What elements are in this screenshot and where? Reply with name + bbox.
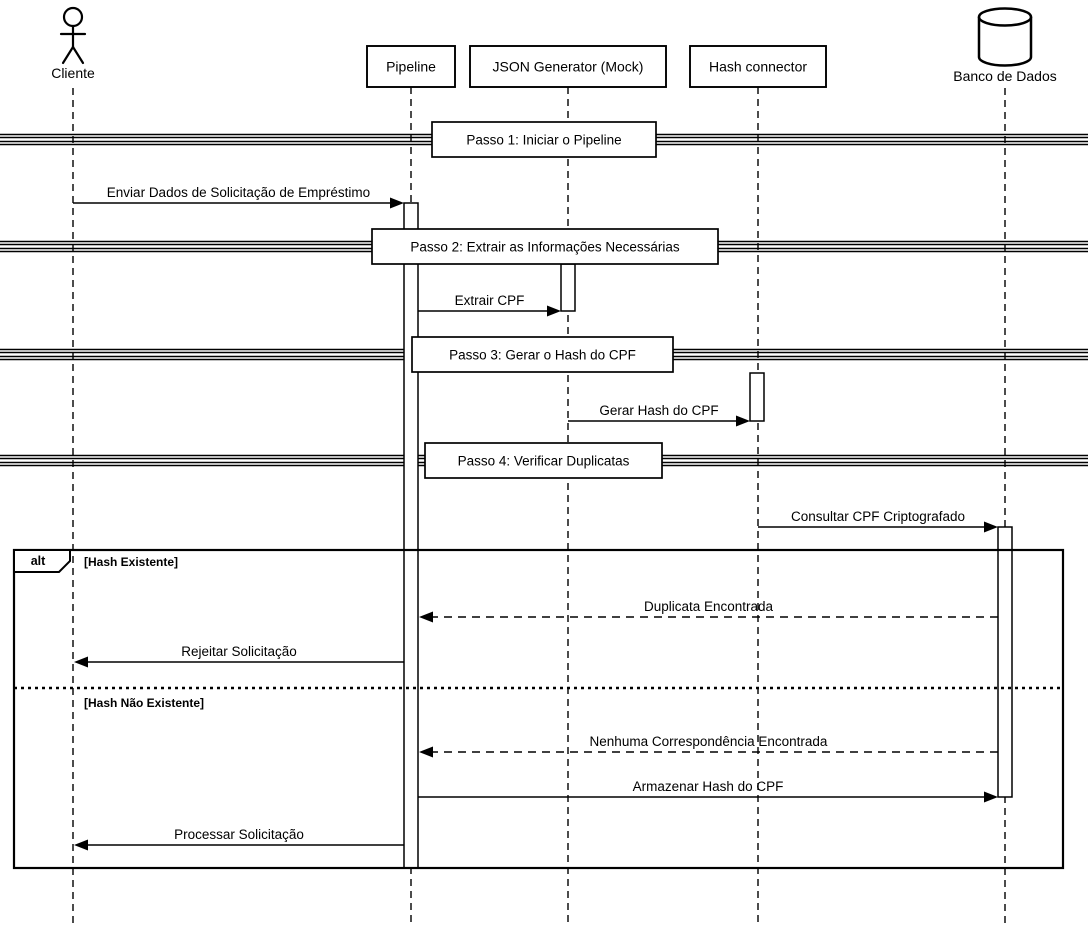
database-icon: [979, 9, 1031, 26]
alt-guard-label: [Hash Existente]: [84, 555, 179, 569]
actor-icon: [73, 47, 83, 63]
json-generator-activation: [561, 264, 575, 311]
alt-operator-label: alt: [30, 554, 46, 568]
message-label: Armazenar Hash do CPF: [632, 779, 784, 794]
message-label: Nenhuma Correspondência Encontrada: [589, 734, 828, 749]
message-label: Enviar Dados de Solicitação de Empréstimo: [106, 185, 371, 200]
message-arrowhead: [984, 522, 998, 533]
participant-label: Banco de Dados: [953, 68, 1057, 84]
hash-connector-activation: [750, 373, 764, 421]
participant-label: Cliente: [51, 65, 95, 81]
participant-label: Pipeline: [386, 58, 436, 75]
step-divider-label: Passo 2: Extrair as Informações Necessárias: [410, 239, 680, 255]
banco-de-dados-activation: [998, 527, 1012, 797]
participant-label: Hash connector: [708, 58, 808, 75]
message-arrowhead: [74, 840, 88, 851]
step-divider-label: Passo 4: Verificar Duplicatas: [457, 453, 630, 469]
participant-label: JSON Generator (Mock): [492, 58, 644, 75]
alt-guard-label: [Hash Não Existente]: [84, 696, 205, 710]
message-arrowhead: [419, 747, 433, 758]
step-divider-label: Passo 1: Iniciar o Pipeline: [466, 132, 622, 148]
actor-icon: [64, 8, 82, 26]
message-label: Extrair CPF: [454, 293, 525, 308]
message-arrowhead: [984, 792, 998, 803]
message-arrowhead: [74, 657, 88, 668]
actor-icon: [63, 47, 73, 63]
message-arrowhead: [547, 306, 561, 317]
message-label: Rejeitar Solicitação: [181, 644, 297, 659]
message-label: Gerar Hash do CPF: [599, 403, 719, 418]
message-arrowhead: [736, 416, 750, 427]
pipeline-activation: [404, 203, 418, 868]
message-arrowhead: [390, 198, 404, 209]
message-arrowhead: [419, 612, 433, 623]
step-divider-label: Passo 3: Gerar o Hash do CPF: [449, 347, 636, 363]
message-label: Processar Solicitação: [174, 827, 304, 842]
message-label: Consultar CPF Criptografado: [790, 509, 966, 524]
message-label: Duplicata Encontrada: [643, 599, 774, 614]
